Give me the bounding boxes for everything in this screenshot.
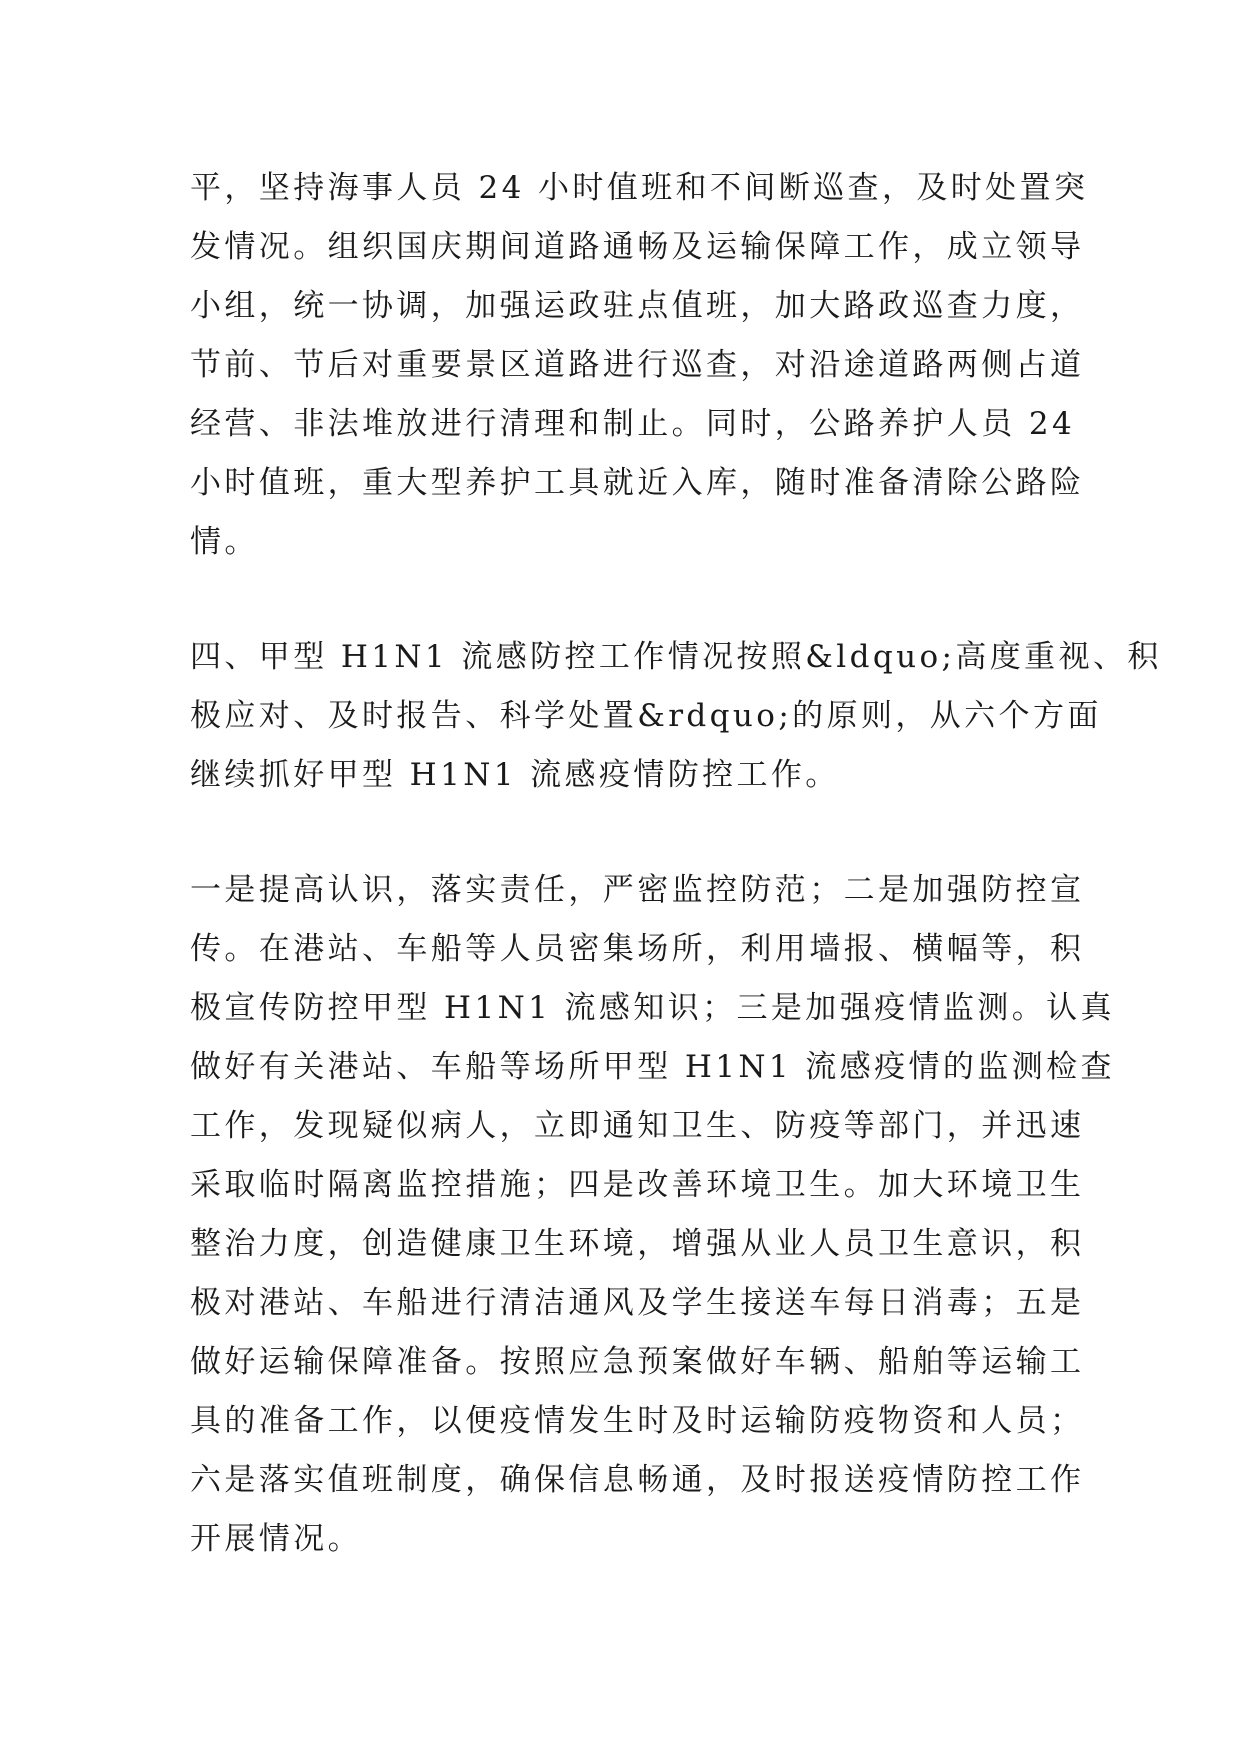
text-line: 小时值班，重大型养护工具就近入库，随时准备清除公路险	[190, 465, 1085, 501]
text-line: 做好运输保障准备。按照应急预案做好车辆、船舶等运输工	[190, 1344, 1085, 1380]
text-line: 极对港站、车船进行清洁通风及学生接送车每日消毒；五是	[190, 1285, 1085, 1321]
text-line: 极宣传防控甲型 H1N1 流感知识；三是加强疫情监测。认真	[190, 990, 1115, 1026]
text-line: 传。在港站、车船等人员密集场所，利用墙报、横幅等，积	[190, 931, 1085, 967]
text-line: 平，坚持海事人员 24 小时值班和不间断巡查，及时处置突	[190, 170, 1089, 206]
text-line: 小组，统一协调，加强运政驻点值班，加大路政巡查力度，	[190, 288, 1085, 324]
text-line: 具的准备工作，以便疫情发生时及时运输防疫物资和人员；	[190, 1403, 1085, 1439]
text-line: 整治力度，创造健康卫生环境，增强从业人员卫生意识，积	[190, 1226, 1085, 1262]
text-line: 一是提高认识，落实责任，严密监控防范；二是加强防控宣	[190, 872, 1085, 908]
text-line: 继续抓好甲型 H1N1 流感疫情防控工作。	[190, 757, 840, 793]
text-line: 四、甲型 H1N1 流感防控工作情况按照&ldquo;高度重视、积	[190, 639, 1162, 675]
text-line: 节前、节后对重要景区道路进行巡查，对沿途道路两侧占道	[190, 347, 1085, 383]
text-line: 极应对、及时报告、科学处置&rdquo;的原则，从六个方面	[190, 698, 1102, 734]
text-line: 情。	[190, 524, 259, 560]
text-line: 开展情况。	[190, 1521, 362, 1557]
text-line: 经营、非法堆放进行清理和制止。同时，公路养护人员 24	[190, 406, 1076, 442]
text-line: 工作，发现疑似病人，立即通知卫生、防疫等部门，并迅速	[190, 1108, 1085, 1144]
text-line: 六是落实值班制度，确保信息畅通，及时报送疫情防控工作	[190, 1462, 1085, 1498]
text-line: 发情况。组织国庆期间道路通畅及运输保障工作，成立领导	[190, 229, 1085, 265]
text-line: 采取临时隔离监控措施；四是改善环境卫生。加大环境卫生	[190, 1167, 1085, 1203]
text-line: 做好有关港站、车船等场所甲型 H1N1 流感疫情的监测检查	[190, 1049, 1115, 1085]
